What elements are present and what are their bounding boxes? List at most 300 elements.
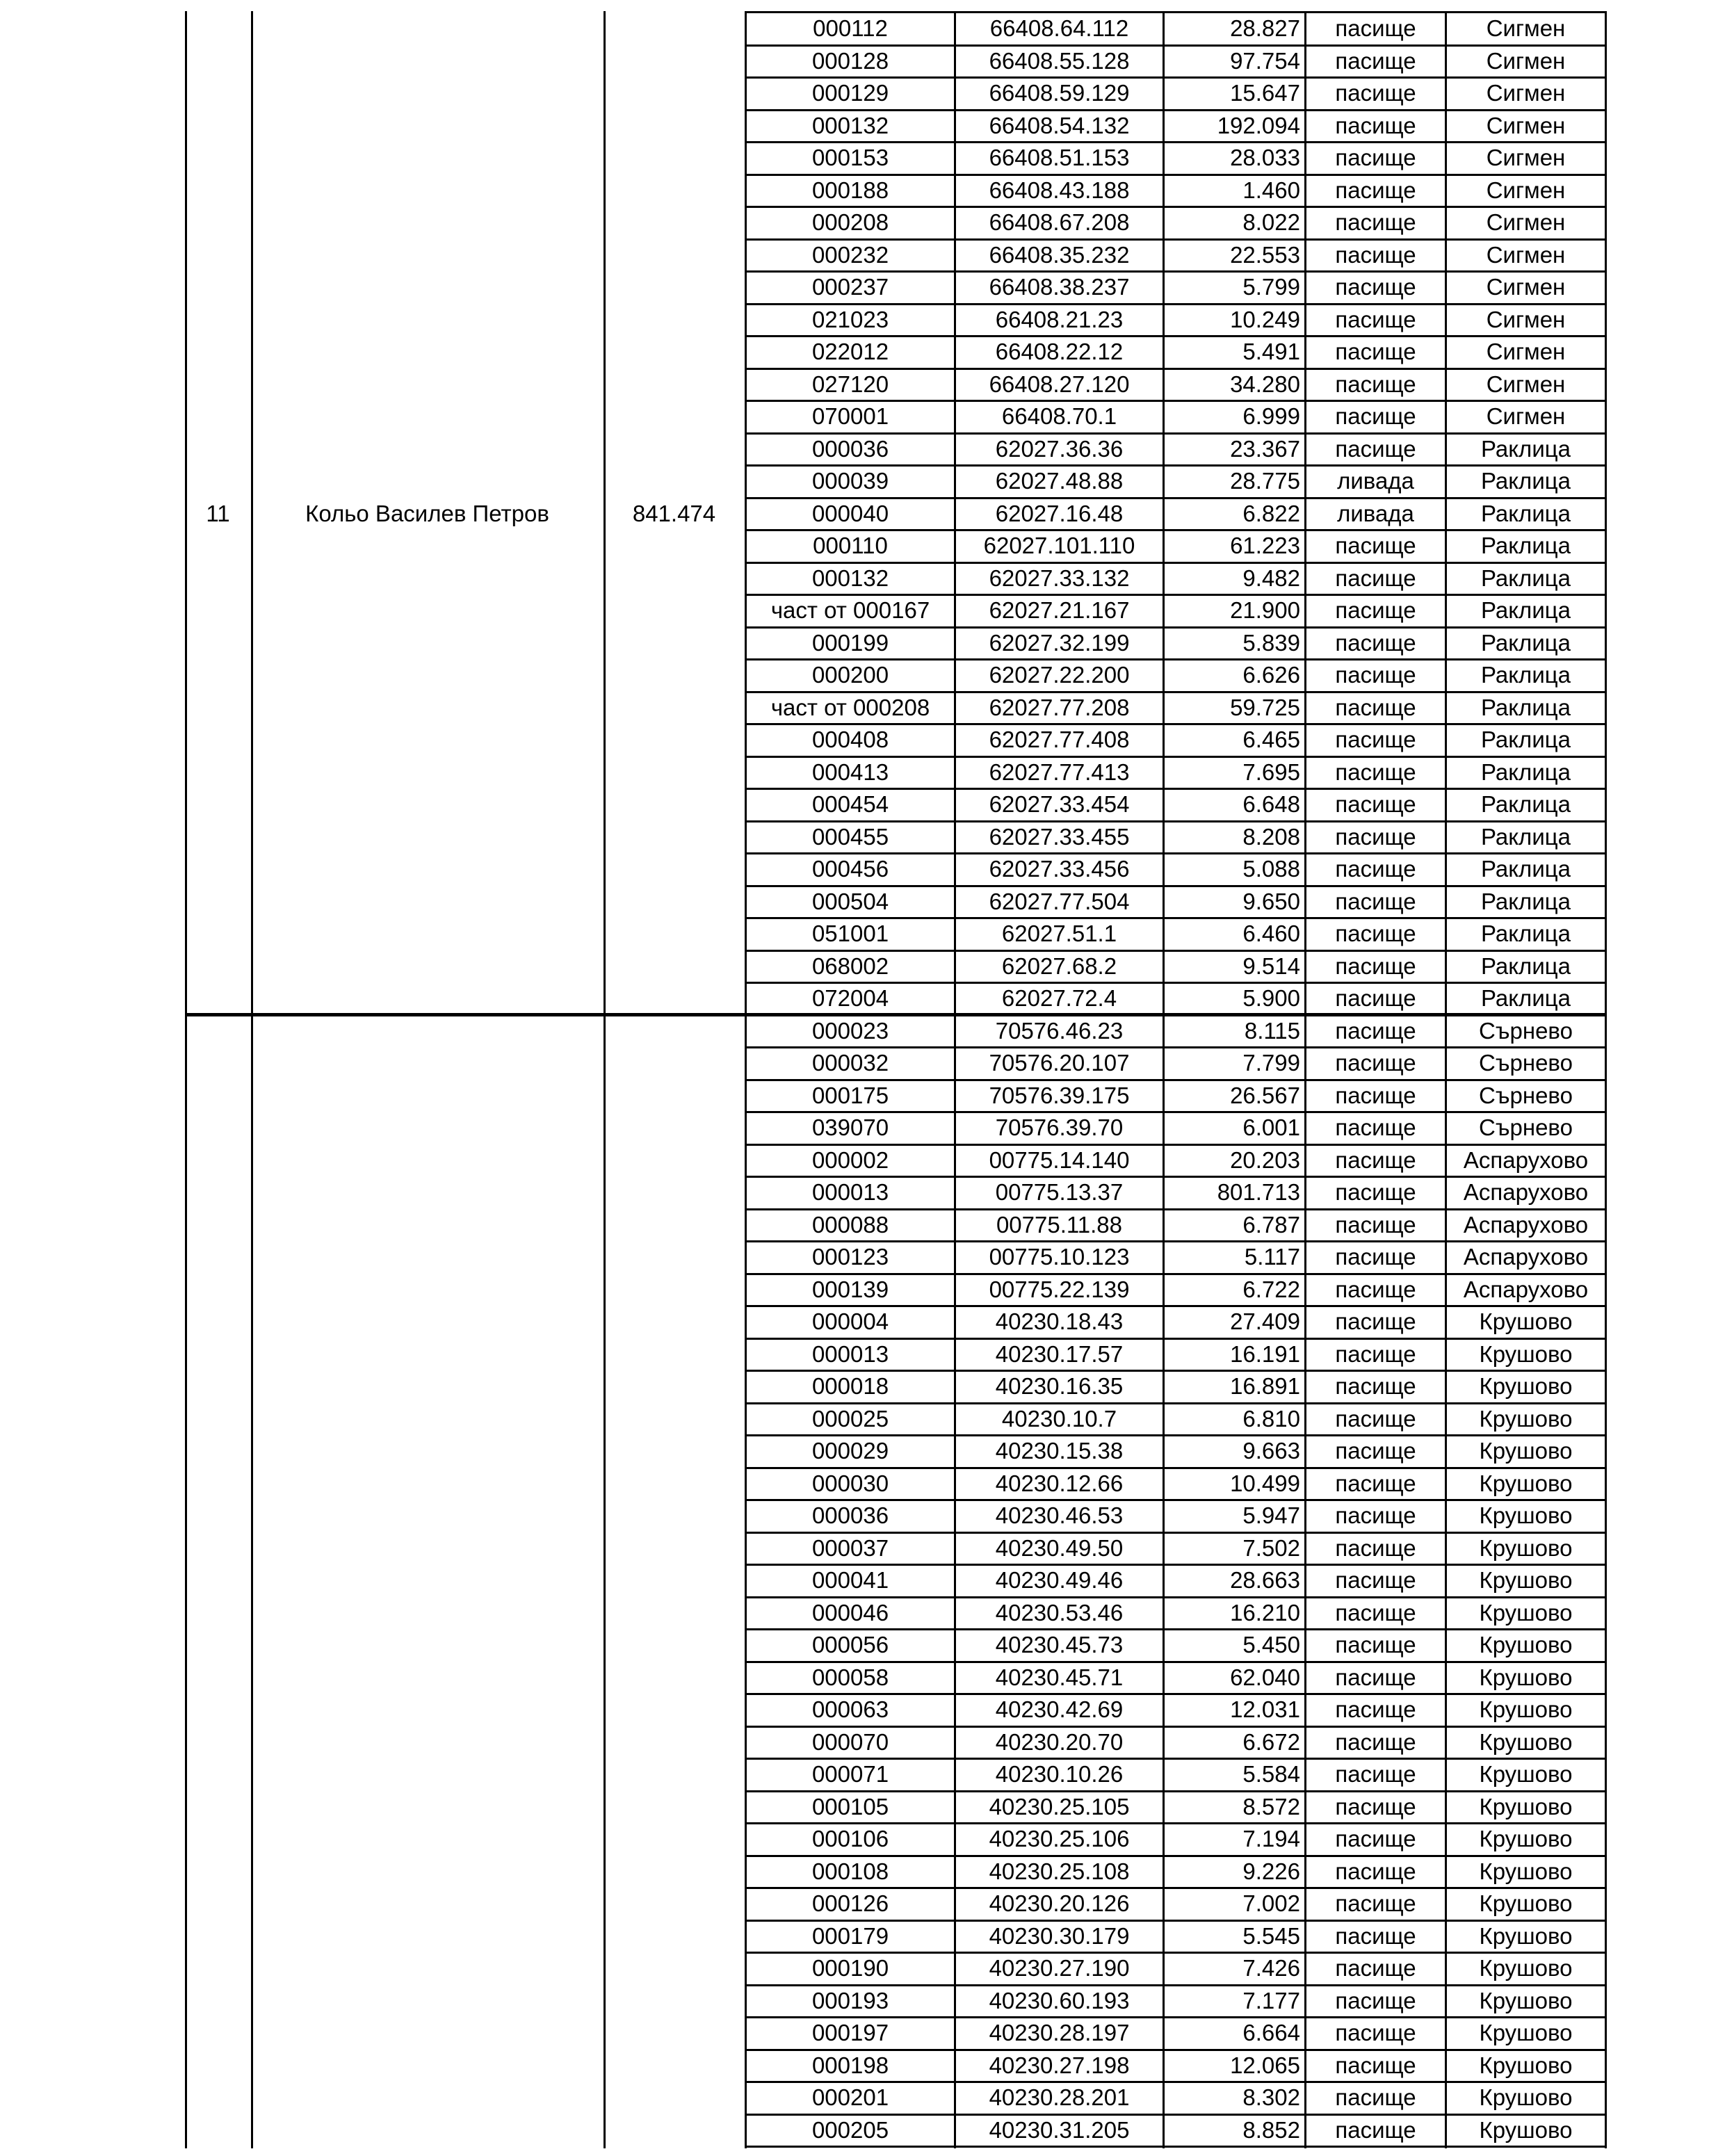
cell-id: 051001 — [811, 921, 889, 946]
cell-type: пасище — [1335, 1696, 1416, 1722]
cell-area: 5.584 — [1242, 1761, 1300, 1787]
cell-id: 000039 — [811, 468, 889, 494]
cell-id: 000197 — [811, 2020, 889, 2045]
col-border-2 — [251, 11, 253, 2148]
cell-code: 00775.14.140 — [989, 1146, 1130, 1173]
cell-place: Сигмен — [1486, 47, 1566, 74]
cell-area: 16.891 — [1230, 1373, 1300, 1399]
cell-type: пасище — [1335, 1276, 1416, 1302]
cell-area: 6.999 — [1242, 403, 1300, 429]
cell-code: 40230.25.106 — [989, 1826, 1130, 1851]
cell-place: Сърнево — [1479, 1017, 1573, 1044]
cell-area: 9.650 — [1242, 888, 1300, 914]
cell-code: 40230.16.35 — [995, 1373, 1124, 1399]
cell-id: 000071 — [811, 1761, 889, 1787]
cell-code: 40230.49.46 — [995, 1567, 1124, 1593]
cell-id: 000132 — [811, 112, 889, 138]
cell-id: 000232 — [811, 241, 889, 268]
col-border-4 — [745, 11, 747, 2148]
cell-area: 6.001 — [1242, 1115, 1300, 1140]
cell-code: 66408.67.208 — [989, 209, 1130, 235]
cell-area: 16.210 — [1230, 1599, 1300, 1626]
cell-place: Раклица — [1480, 985, 1571, 1011]
cell-area: 1.460 — [1242, 177, 1300, 203]
cell-place: Аспарухово — [1463, 1244, 1589, 1270]
cell-area: 34.280 — [1230, 371, 1300, 397]
cell-place: Сигмен — [1486, 339, 1566, 364]
cell-type: пасище — [1335, 533, 1416, 558]
cell-type: пасище — [1335, 1146, 1416, 1173]
cell-id: 000112 — [813, 15, 888, 41]
cell-area: 5.947 — [1242, 1502, 1300, 1528]
cell-place: Раклица — [1480, 629, 1571, 656]
cell-type: пасище — [1335, 694, 1416, 720]
cell-type: пасище — [1335, 921, 1416, 946]
cell-id: 000193 — [811, 1987, 889, 2013]
cell-type: пасище — [1335, 1987, 1416, 2013]
cell-place: Крушово — [1479, 1793, 1573, 1819]
cell-type: пасище — [1335, 1826, 1416, 1851]
cell-place: Раклица — [1480, 856, 1571, 882]
cell-id: 000004 — [811, 1308, 889, 1334]
row-border — [745, 2146, 1607, 2148]
cell-area: 20.203 — [1230, 1146, 1300, 1173]
cell-type: пасище — [1335, 241, 1416, 268]
cell-type: пасище — [1335, 1050, 1416, 1076]
cell-id: 000041 — [811, 1567, 889, 1593]
cell-type: пасище — [1335, 1664, 1416, 1690]
cell-id: 000013 — [811, 1179, 889, 1205]
cell-type: пасище — [1335, 274, 1416, 300]
cell-place: Сигмен — [1486, 209, 1566, 235]
cell-place: Крушово — [1479, 1534, 1573, 1561]
cell-code: 40230.15.38 — [995, 1438, 1124, 1464]
col-border-7 — [1304, 11, 1306, 2148]
cell-place: Раклица — [1480, 597, 1571, 623]
cell-code: 40230.42.69 — [995, 1696, 1124, 1722]
cell-code: 40230.46.53 — [995, 1502, 1124, 1528]
cell-code: 62027.77.504 — [989, 888, 1130, 914]
cell-type: пасище — [1335, 856, 1416, 882]
cell-area: 8.208 — [1242, 823, 1300, 850]
cell-place: Раклица — [1480, 468, 1571, 494]
cell-area: 5.491 — [1242, 339, 1300, 364]
cell-code: 40230.53.46 — [995, 1599, 1124, 1626]
col-border-1 — [185, 11, 187, 2148]
cell-code: 62027.72.4 — [1001, 985, 1117, 1011]
cell-area: 5.088 — [1242, 856, 1300, 882]
cell-id: 000108 — [811, 1858, 889, 1884]
cell-place: Аспарухово — [1463, 1211, 1589, 1238]
cell-id: 000030 — [811, 1470, 889, 1496]
cell-id: 000198 — [811, 2052, 889, 2078]
group-total: 841.474 — [632, 500, 716, 526]
cell-place: Крушово — [1479, 1696, 1573, 1722]
cell-type: пасище — [1335, 1340, 1416, 1367]
cell-id: 000179 — [811, 1922, 889, 1949]
cell-area: 8.302 — [1242, 2084, 1300, 2110]
cell-type: пасище — [1335, 371, 1416, 397]
cell-area: 9.514 — [1242, 953, 1300, 979]
cell-place: Крушово — [1479, 1922, 1573, 1949]
cell-type: пасище — [1335, 1244, 1416, 1270]
cell-type: пасище — [1335, 1017, 1416, 1044]
cell-code: 66408.27.120 — [989, 371, 1130, 397]
cell-id: 022012 — [811, 339, 889, 364]
cell-area: 6.626 — [1242, 662, 1300, 688]
cell-place: Раклица — [1480, 921, 1571, 946]
cell-type: пасище — [1335, 727, 1416, 752]
cell-place: Сърнево — [1479, 1115, 1573, 1140]
cell-id: 000013 — [811, 1340, 889, 1367]
cell-area: 7.194 — [1242, 1826, 1300, 1851]
cell-area: 28.775 — [1230, 468, 1300, 494]
cell-area: 6.648 — [1242, 791, 1300, 817]
cell-id: 000046 — [811, 1599, 889, 1626]
cell-type: пасище — [1335, 953, 1416, 979]
cell-type: пасище — [1335, 1373, 1416, 1399]
cell-id: 000504 — [811, 888, 889, 914]
cell-type: ливада — [1337, 500, 1414, 526]
cell-type: пасище — [1335, 1922, 1416, 1949]
cell-area: 7.426 — [1242, 1955, 1300, 1981]
cell-id: 000058 — [811, 1664, 889, 1690]
cell-area: 15.647 — [1230, 80, 1300, 106]
cell-type: пасище — [1335, 435, 1416, 462]
cell-place: Крушово — [1479, 2116, 1573, 2143]
cell-id: 070001 — [811, 403, 889, 429]
cell-id: 000040 — [811, 500, 889, 526]
cell-id: 000037 — [811, 1534, 889, 1561]
cell-place: Сигмен — [1486, 306, 1566, 332]
cell-code: 66408.70.1 — [1001, 403, 1117, 429]
cell-id: 000237 — [811, 274, 889, 300]
cell-type: пасище — [1335, 306, 1416, 332]
cell-type: пасище — [1335, 1890, 1416, 1916]
cell-place: Крушово — [1479, 1955, 1573, 1981]
cell-place: Раклица — [1480, 791, 1571, 817]
cell-area: 26.567 — [1230, 1082, 1300, 1108]
cell-place: Аспарухово — [1463, 1146, 1589, 1173]
col-border-8 — [1445, 11, 1447, 2148]
cell-type: пасище — [1335, 791, 1416, 817]
cell-area: 21.900 — [1230, 597, 1300, 623]
cell-code: 66408.35.232 — [989, 241, 1130, 268]
cell-area: 28.033 — [1230, 145, 1300, 170]
cell-id: 000025 — [811, 1405, 889, 1432]
cell-code: 66408.38.237 — [989, 274, 1130, 300]
cell-id: 000205 — [811, 2116, 889, 2143]
cell-area: 9.226 — [1242, 1858, 1300, 1884]
col-border-3 — [604, 11, 606, 2148]
cell-place: Раклица — [1480, 533, 1571, 558]
cell-code: 40230.18.43 — [995, 1308, 1124, 1334]
cell-code: 40230.10.7 — [1001, 1405, 1117, 1432]
cell-place: Крушово — [1479, 1340, 1573, 1367]
cell-place: Крушово — [1479, 1761, 1573, 1787]
cell-id: 000070 — [811, 1728, 889, 1755]
cell-type: пасище — [1335, 209, 1416, 235]
cell-code: 00775.13.37 — [995, 1179, 1124, 1205]
cell-id: 072004 — [811, 985, 889, 1011]
cell-code: 66408.64.112 — [989, 15, 1129, 41]
cell-code: 00775.22.139 — [989, 1276, 1130, 1302]
cell-code: 62027.68.2 — [1001, 953, 1117, 979]
cell-code: 40230.45.73 — [995, 1632, 1124, 1657]
cell-code: 40230.49.50 — [995, 1534, 1124, 1561]
cell-area: 5.799 — [1242, 274, 1300, 300]
cell-place: Крушово — [1479, 1599, 1573, 1626]
cell-place: Сигмен — [1486, 145, 1566, 170]
cell-type: пасище — [1335, 888, 1416, 914]
cell-type: пасище — [1335, 1211, 1416, 1238]
cell-type: пасище — [1335, 1955, 1416, 1981]
cell-code: 66408.22.12 — [995, 339, 1124, 364]
cell-type: пасище — [1335, 145, 1416, 170]
cell-place: Раклица — [1480, 759, 1571, 785]
cell-code: 62027.21.167 — [989, 597, 1130, 623]
cell-place: Раклица — [1480, 888, 1571, 914]
cell-type: пасище — [1335, 1470, 1416, 1496]
cell-code: 70576.46.23 — [995, 1017, 1124, 1044]
cell-code: 40230.17.57 — [995, 1340, 1124, 1367]
cell-type: пасище — [1335, 80, 1416, 106]
cell-area: 9.663 — [1242, 1438, 1300, 1464]
cell-type: пасище — [1335, 2052, 1416, 2078]
cell-code: 62027.33.454 — [989, 791, 1130, 817]
cell-code: 66408.43.188 — [989, 177, 1130, 203]
cell-place: Крушово — [1479, 1826, 1573, 1851]
cell-type: пасище — [1335, 2116, 1416, 2143]
cell-place: Крушово — [1479, 1728, 1573, 1755]
cell-type: пасище — [1335, 2020, 1416, 2045]
cell-code: 62027.77.413 — [989, 759, 1130, 785]
cell-place: Аспарухово — [1463, 1179, 1589, 1205]
col-border-6 — [1163, 11, 1165, 2148]
cell-type: пасище — [1335, 15, 1416, 41]
cell-place: Сигмен — [1486, 241, 1566, 268]
cell-code: 40230.28.201 — [989, 2084, 1130, 2110]
cell-type: пасище — [1335, 2084, 1416, 2110]
cell-code: 62027.77.408 — [989, 727, 1130, 752]
cell-place: Раклица — [1480, 823, 1571, 850]
cell-area: 192.094 — [1217, 112, 1300, 138]
cell-area: 12.031 — [1230, 1696, 1300, 1722]
cell-id: 000456 — [811, 856, 889, 882]
cell-place: Сърнево — [1479, 1082, 1573, 1108]
cell-code: 70576.39.70 — [995, 1115, 1124, 1140]
cell-place: Крушово — [1479, 1405, 1573, 1432]
cell-area: 62.040 — [1230, 1664, 1300, 1690]
cell-area: 6.664 — [1242, 2020, 1300, 2045]
cell-id: 000188 — [811, 177, 889, 203]
cell-type: пасище — [1335, 1858, 1416, 1884]
cell-area: 22.553 — [1230, 241, 1300, 268]
cell-area: 6.465 — [1242, 727, 1300, 752]
cell-place: Раклица — [1480, 662, 1571, 688]
cell-area: 8.852 — [1242, 2116, 1300, 2143]
cell-id: 000455 — [811, 823, 889, 850]
cell-area: 23.367 — [1230, 435, 1300, 462]
cell-code: 00775.11.88 — [996, 1211, 1123, 1238]
cell-id: 000056 — [811, 1632, 889, 1657]
cell-place: Крушово — [1479, 1632, 1573, 1657]
cell-area: 7.177 — [1242, 1987, 1300, 2013]
group-separator — [185, 1013, 1607, 1016]
cell-place: Сигмен — [1486, 112, 1566, 138]
cell-code: 62027.32.199 — [989, 629, 1130, 656]
cell-area: 97.754 — [1230, 47, 1300, 74]
cell-id: част от 000208 — [770, 694, 930, 720]
cell-id: 000063 — [811, 1696, 889, 1722]
cell-place: Раклица — [1480, 727, 1571, 752]
cell-place: Крушово — [1479, 1890, 1573, 1916]
cell-type: пасище — [1335, 1082, 1416, 1108]
cell-type: пасище — [1335, 1599, 1416, 1626]
cell-area: 12.065 — [1230, 2052, 1300, 2078]
cell-area: 5.450 — [1242, 1632, 1300, 1657]
cell-area: 7.502 — [1242, 1534, 1300, 1561]
cell-code: 62027.33.455 — [989, 823, 1130, 850]
cell-type: пасище — [1335, 823, 1416, 850]
cell-area: 27.409 — [1230, 1308, 1300, 1334]
cell-place: Сърнево — [1479, 1050, 1573, 1076]
col-border-5 — [954, 11, 956, 2148]
cell-type: пасище — [1335, 1761, 1416, 1787]
cell-id: 000128 — [811, 47, 889, 74]
cell-code: 40230.27.198 — [989, 2052, 1130, 2078]
cell-type: пасище — [1335, 403, 1416, 429]
col-border-9 — [1605, 11, 1607, 2148]
cell-id: 000408 — [811, 727, 889, 752]
cell-code: 66408.51.153 — [989, 145, 1130, 170]
cell-area: 28.827 — [1230, 15, 1300, 41]
cell-id: 000200 — [811, 662, 889, 688]
cell-code: 40230.60.193 — [989, 1987, 1130, 2013]
cell-id: 000018 — [811, 1373, 889, 1399]
cell-id: 000175 — [811, 1082, 889, 1108]
cell-place: Сигмен — [1486, 15, 1566, 41]
cell-id: 000023 — [811, 1017, 889, 1044]
cell-area: 10.499 — [1230, 1470, 1300, 1496]
cell-code: 70576.20.107 — [989, 1050, 1130, 1076]
cell-type: пасище — [1335, 597, 1416, 623]
cell-code: 66408.59.129 — [989, 80, 1130, 106]
cell-id: 000105 — [811, 1793, 889, 1819]
cell-place: Раклица — [1480, 694, 1571, 720]
cell-area: 5.117 — [1244, 1244, 1300, 1270]
cell-area: 8.022 — [1242, 209, 1300, 235]
cell-place: Крушово — [1479, 1858, 1573, 1884]
cell-area: 61.223 — [1230, 533, 1300, 558]
cell-place: Крушово — [1479, 2052, 1573, 2078]
cell-area: 6.722 — [1242, 1276, 1300, 1302]
cell-code: 62027.33.132 — [989, 565, 1130, 591]
cell-area: 5.545 — [1242, 1922, 1300, 1949]
cell-place: Аспарухово — [1463, 1276, 1589, 1302]
cell-id: 000129 — [811, 80, 889, 106]
cell-id: 000029 — [811, 1438, 889, 1464]
cell-code: 62027.101.110 — [983, 533, 1135, 558]
cell-area: 10.249 — [1230, 306, 1300, 332]
table-top-border — [745, 11, 1607, 13]
cell-code: 66408.21.23 — [995, 306, 1124, 332]
cell-type: пасище — [1335, 112, 1416, 138]
cell-place: Крушово — [1479, 1470, 1573, 1496]
cell-type: пасище — [1335, 1179, 1416, 1205]
cell-type: пасище — [1335, 1632, 1416, 1657]
cell-code: 62027.48.88 — [995, 468, 1124, 494]
cell-code: 70576.39.175 — [989, 1082, 1130, 1108]
cell-code: 40230.20.126 — [989, 1890, 1130, 1916]
cell-code: 62027.77.208 — [989, 694, 1130, 720]
cell-type: пасище — [1335, 1793, 1416, 1819]
cell-place: Крушово — [1479, 2084, 1573, 2110]
cell-code: 40230.25.108 — [989, 1858, 1130, 1884]
cell-code: 66408.54.132 — [989, 112, 1130, 138]
cell-place: Раклица — [1480, 565, 1571, 591]
cell-area: 28.663 — [1230, 1567, 1300, 1593]
cell-type: пасище — [1335, 1308, 1416, 1334]
cell-area: 59.725 — [1230, 694, 1300, 720]
cell-type: пасище — [1335, 47, 1416, 74]
cell-code: 40230.12.66 — [995, 1470, 1124, 1496]
cell-id: 000201 — [811, 2084, 889, 2110]
cell-place: Сигмен — [1486, 403, 1566, 429]
cell-place: Крушово — [1479, 1308, 1573, 1334]
cell-id: 000153 — [811, 145, 889, 170]
cell-place: Крушово — [1479, 2020, 1573, 2045]
cell-area: 5.900 — [1242, 985, 1300, 1011]
cell-place: Крушово — [1479, 1502, 1573, 1528]
cell-type: пасище — [1335, 339, 1416, 364]
cell-area: 801.713 — [1217, 1179, 1300, 1205]
cell-place: Крушово — [1479, 1664, 1573, 1690]
cell-place: Сигмен — [1486, 177, 1566, 203]
cell-area: 6.460 — [1242, 921, 1300, 946]
cell-type: пасище — [1335, 565, 1416, 591]
cell-area: 7.002 — [1242, 1890, 1300, 1916]
cell-id: 000032 — [811, 1050, 889, 1076]
cell-area: 7.695 — [1242, 759, 1300, 785]
cell-id: 000454 — [811, 791, 889, 817]
cell-code: 62027.33.456 — [989, 856, 1130, 882]
cell-area: 6.787 — [1242, 1211, 1300, 1238]
cell-id: 027120 — [811, 371, 889, 397]
cell-type: ливада — [1337, 468, 1414, 494]
cell-type: пасище — [1335, 177, 1416, 203]
cell-code: 62027.16.48 — [995, 500, 1124, 526]
cell-type: пасище — [1335, 1115, 1416, 1140]
cell-place: Сигмен — [1486, 371, 1566, 397]
cell-type: пасище — [1335, 759, 1416, 785]
cell-place: Крушово — [1479, 1567, 1573, 1593]
cell-id: 021023 — [811, 306, 889, 332]
cell-type: пасище — [1335, 662, 1416, 688]
cell-id: 000002 — [811, 1146, 889, 1173]
cell-code: 40230.45.71 — [995, 1664, 1124, 1690]
cell-id: 000036 — [811, 1502, 889, 1528]
cell-area: 8.572 — [1242, 1793, 1300, 1819]
cell-code: 40230.20.70 — [995, 1728, 1124, 1755]
cell-id: 000132 — [811, 565, 889, 591]
cell-place: Крушово — [1479, 1987, 1573, 2013]
cell-code: 40230.27.190 — [989, 1955, 1130, 1981]
cell-id: 068002 — [811, 953, 889, 979]
cell-type: пасище — [1335, 1728, 1416, 1755]
cell-place: Крушово — [1479, 1438, 1573, 1464]
cell-id: 000199 — [811, 629, 889, 656]
